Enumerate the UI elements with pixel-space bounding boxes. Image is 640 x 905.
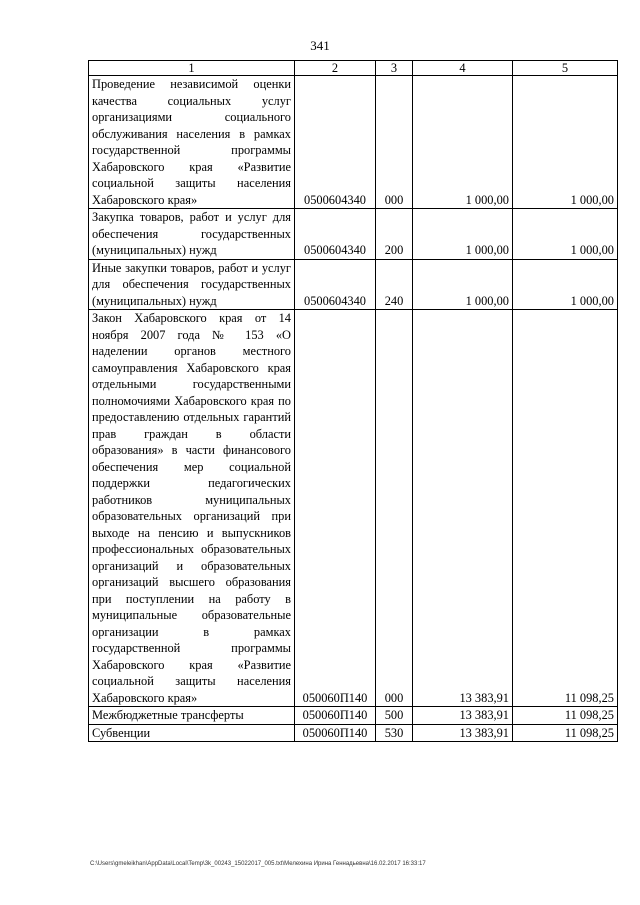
row-amount-2: 1 000,00 xyxy=(513,209,618,260)
row-amount-2: 1 000,00 xyxy=(513,76,618,209)
header-cell: 5 xyxy=(513,61,618,76)
row-type: 000 xyxy=(376,76,413,209)
row-name: Проведение независимой оценки качества социальных услуг организациями социального обслуживания населения в рамках государственной программы Хабаровского края «Развитие социальной защиты населения Хабаровского края» xyxy=(89,76,295,209)
row-amount-2: 1 000,00 xyxy=(513,259,618,310)
header-cell: 2 xyxy=(295,61,376,76)
table-row xyxy=(89,724,618,742)
row-code: 0500604340 xyxy=(295,259,376,310)
row-name: Субвенции xyxy=(89,724,295,742)
header-cell: 4 xyxy=(413,61,513,76)
table-row xyxy=(89,707,618,725)
header-cell: 3 xyxy=(376,61,413,76)
row-type: 200 xyxy=(376,209,413,260)
row-name: Закупка товаров, работ и услуг для обеспечения государственных (муниципальных) нужд xyxy=(89,209,295,260)
row-code: 0500604340 xyxy=(295,209,376,260)
budget-table xyxy=(88,60,618,742)
row-amount-1: 13 383,91 xyxy=(413,724,513,742)
table-row xyxy=(89,76,618,209)
row-amount-1: 1 000,00 xyxy=(413,76,513,209)
row-amount-2: 11 098,25 xyxy=(513,707,618,725)
row-code: 0500604340 xyxy=(295,76,376,209)
row-type: 500 xyxy=(376,707,413,725)
row-amount-1: 1 000,00 xyxy=(413,259,513,310)
row-type: 240 xyxy=(376,259,413,310)
row-code: 050060П140 xyxy=(295,707,376,725)
row-name: Межбюджетные трансферты xyxy=(89,707,295,725)
row-code: 050060П140 xyxy=(295,724,376,742)
table-row xyxy=(89,310,618,707)
row-name: Иные закупки товаров, работ и услуг для обеспечения государственных (муниципальных) нужд xyxy=(89,259,295,310)
row-type: 000 xyxy=(376,310,413,707)
row-amount-1: 1 000,00 xyxy=(413,209,513,260)
row-name: Закон Хабаровского края от 14 ноября 2007 года № 153 «О наделении органов местного самоуправления Хабаровского края отдельными государственными полномочиями Хабаровского края по предоставлению отдельных гарантий прав граждан в области образования» в части финансового обеспечения мер социальной поддержки педагогических работников муниципальных образовательных организаций при выходе на пенсию и выпускников профессиональных образовательных организаций и образовательных организаций высшего образования при поступлении на работу в муниципальные образовательные организации в рамках государственной программы Хабаровского края «Развитие социальной защиты населения Хабаровского края» xyxy=(89,310,295,707)
table-row xyxy=(89,209,618,260)
row-amount-1: 13 383,91 xyxy=(413,310,513,707)
row-amount-1: 13 383,91 xyxy=(413,707,513,725)
row-code: 050060П140 xyxy=(295,310,376,707)
row-amount-2: 11 098,25 xyxy=(513,310,618,707)
row-amount-2: 11 098,25 xyxy=(513,724,618,742)
page-number: 341 xyxy=(310,38,330,53)
file-path-footer: C:\Users\gmeleikhan\AppData\Local\Temp\3k_00243_15022017_005.txt\Мелехина Ирина Геннадьевна\16.02.2017 16:33:17 xyxy=(90,861,426,867)
header-cell: 1 xyxy=(89,61,295,76)
table-header-row xyxy=(89,61,618,76)
table-row xyxy=(89,259,618,310)
row-type: 530 xyxy=(376,724,413,742)
